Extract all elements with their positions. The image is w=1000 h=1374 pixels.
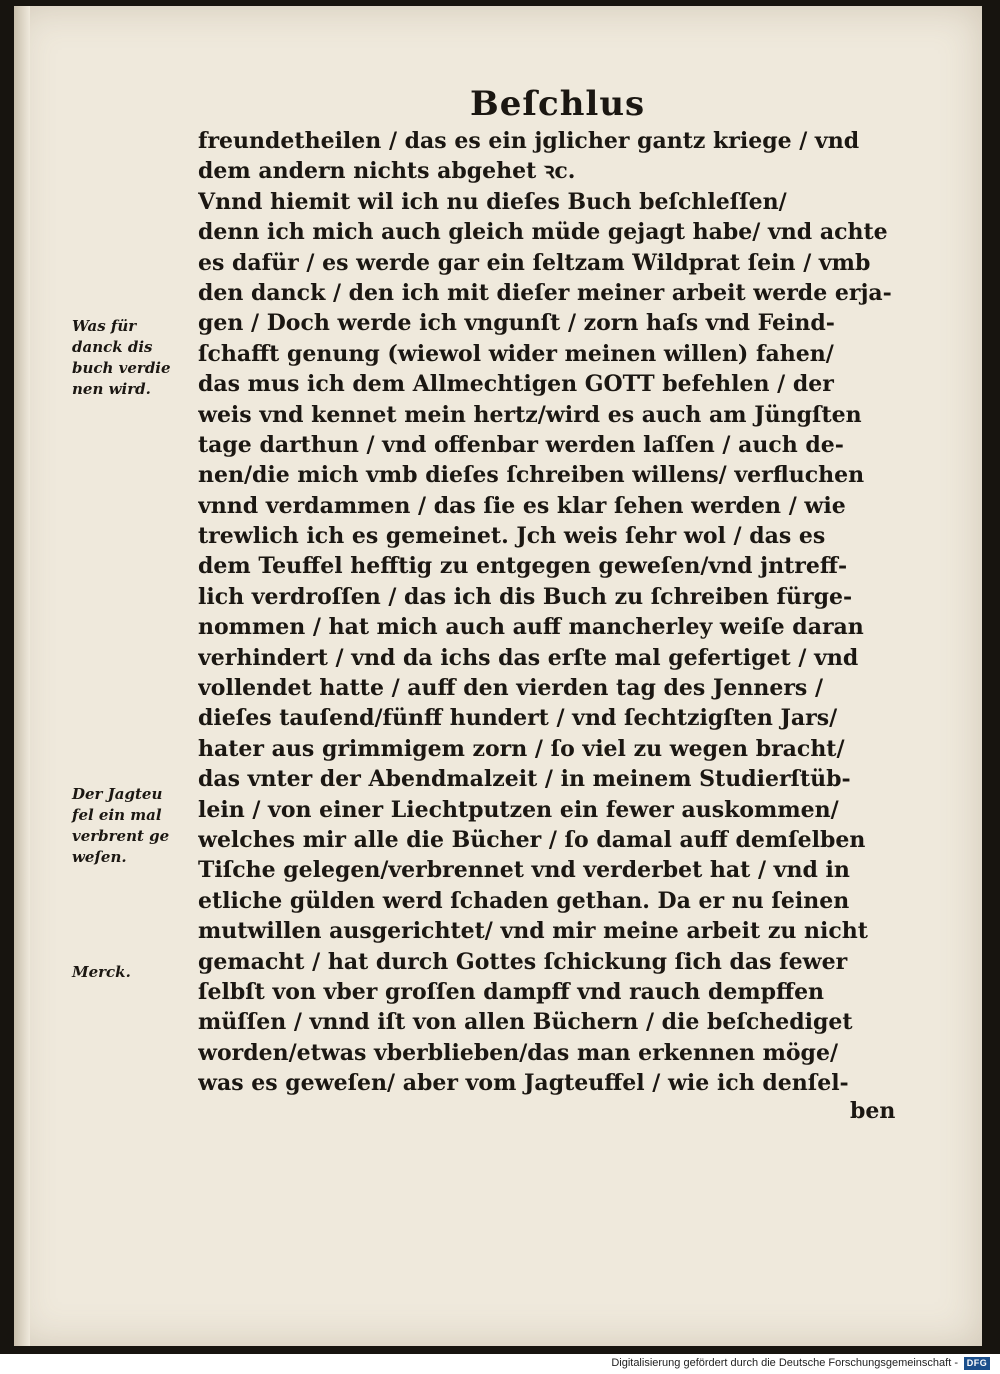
- text-line: ſchafft genung (wiewol wider meinen willen) fahen/: [198, 340, 834, 367]
- text-line: welches mir alle die Bücher / ſo damal auff demſelben: [198, 826, 866, 853]
- text-line: Vnnd hiemit wil ich nu dieſes Buch beſchleſſen/: [198, 188, 787, 215]
- text-line: ſelbſt von vber groſſen dampff vnd rauch dempffen: [198, 978, 825, 1005]
- text-line: denn ich mich auch gleich müde gejagt habe/ vnd achte: [198, 219, 888, 246]
- text-line: das vnter der Abendmalzeit / in meinem Studierſtüb-: [198, 766, 851, 793]
- text-line: nen/die mich vmb dieſes ſchreiben willens/ verfluchen: [198, 462, 865, 489]
- margin-note: [72, 784, 196, 868]
- catchword: ben: [850, 1098, 896, 1124]
- margin-note-line: verbrent ge: [72, 827, 170, 845]
- text-line: weis vnd kennet mein hertz/wird es auch am Jüngſten: [198, 401, 862, 428]
- margin-note-line: Was für: [72, 317, 137, 335]
- text-line: hater aus grimmigem zorn / ſo viel zu wegen bracht/: [198, 735, 845, 762]
- running-header: Beſchlus: [470, 84, 646, 124]
- text-line: Tiſche gelegen/verbrennet vnd verderbet hat / vnd in: [198, 857, 850, 884]
- page-gutter-shadow: [14, 6, 30, 1346]
- text-line: lich verdroſſen / das ich dis Buch zu ſchreiben fürge-: [198, 583, 853, 610]
- dfg-logo: DFG: [964, 1357, 990, 1370]
- text-line: vnnd verdammen / das ſie es klar ſehen werden / wie: [198, 492, 846, 519]
- margin-note-line: Merck.: [72, 963, 131, 981]
- text-line: verhindert / vnd da ichs das erſte mal gefertiget / vnd: [198, 644, 859, 671]
- text-line: müſſen / vnnd iſt von allen Büchern / die beſchediget: [198, 1009, 853, 1036]
- text-line: etliche gülden werd ſchaden gethan. Da er nu ſeinen: [198, 887, 850, 914]
- text-line: vollendet hatte / auff den vierden tag des Jenners /: [198, 675, 824, 702]
- text-line: nommen / hat mich auch auff mancherley weiſe daran: [198, 614, 864, 641]
- funding-notice: Digitalisierung gefördert durch die Deutsche Forschungsgemeinschaft -: [611, 1357, 958, 1369]
- margin-note-line: Der Jagteu: [72, 785, 163, 803]
- text-line: dem andern nichts abgehet ꝛc.: [198, 158, 576, 185]
- text-line: tage darthun / vnd offenbar werden laſſen / auch de-: [198, 431, 844, 458]
- text-line: freundetheilen / das es ein jglicher gantz kriege / vnd: [198, 128, 860, 154]
- text-line: trewlich ich es gemeinet. Jch weis ſehr wol / das es: [198, 523, 826, 550]
- margin-note-line: nen wird.: [72, 380, 151, 398]
- text-line: dem Teuffel hefftig zu entgegen geweſen/vnd jntreff-: [198, 553, 848, 580]
- margin-note-line: buch verdie: [72, 359, 171, 377]
- text-line: gemacht / hat durch Gottes ſchickung ſich das fewer: [198, 948, 848, 975]
- text-line: es dafür / es werde gar ein ſeltzam Wildprat ſein / vmb: [198, 249, 871, 276]
- text-line: mutwillen ausgerichtet/ vnd mir meine arbeit zu nicht: [198, 918, 868, 945]
- text-line: das mus ich dem Allmechtigen GOTT befehlen / der: [198, 371, 834, 398]
- margin-note: [72, 316, 196, 400]
- margin-note-line: fel ein mal: [72, 806, 162, 824]
- body-text: [198, 126, 898, 1099]
- text-line: lein / von einer Liechtputzen ein fewer auskommen/: [198, 796, 839, 823]
- text-line: den danck / den ich mit dieſer meiner arbeit werde erja-: [198, 279, 892, 306]
- text-line: was es geweſen/ aber vom Jagteuffel / wie ich denſel-: [198, 1070, 849, 1097]
- text-line: worden/etwas vberblieben/das man erkennen möge/: [198, 1039, 838, 1066]
- text-line: dieſes tauſend/fünff hundert / vnd ſechtzigſten Jars/: [198, 705, 838, 732]
- text-line: gen / Doch werde ich vngunſt / zorn haſs vnd Feind-: [198, 310, 835, 337]
- margin-note: [72, 962, 196, 983]
- margin-note-line: weſen.: [72, 848, 127, 866]
- footer-bar: [0, 1354, 1000, 1374]
- margin-note-line: danck dis: [72, 338, 153, 356]
